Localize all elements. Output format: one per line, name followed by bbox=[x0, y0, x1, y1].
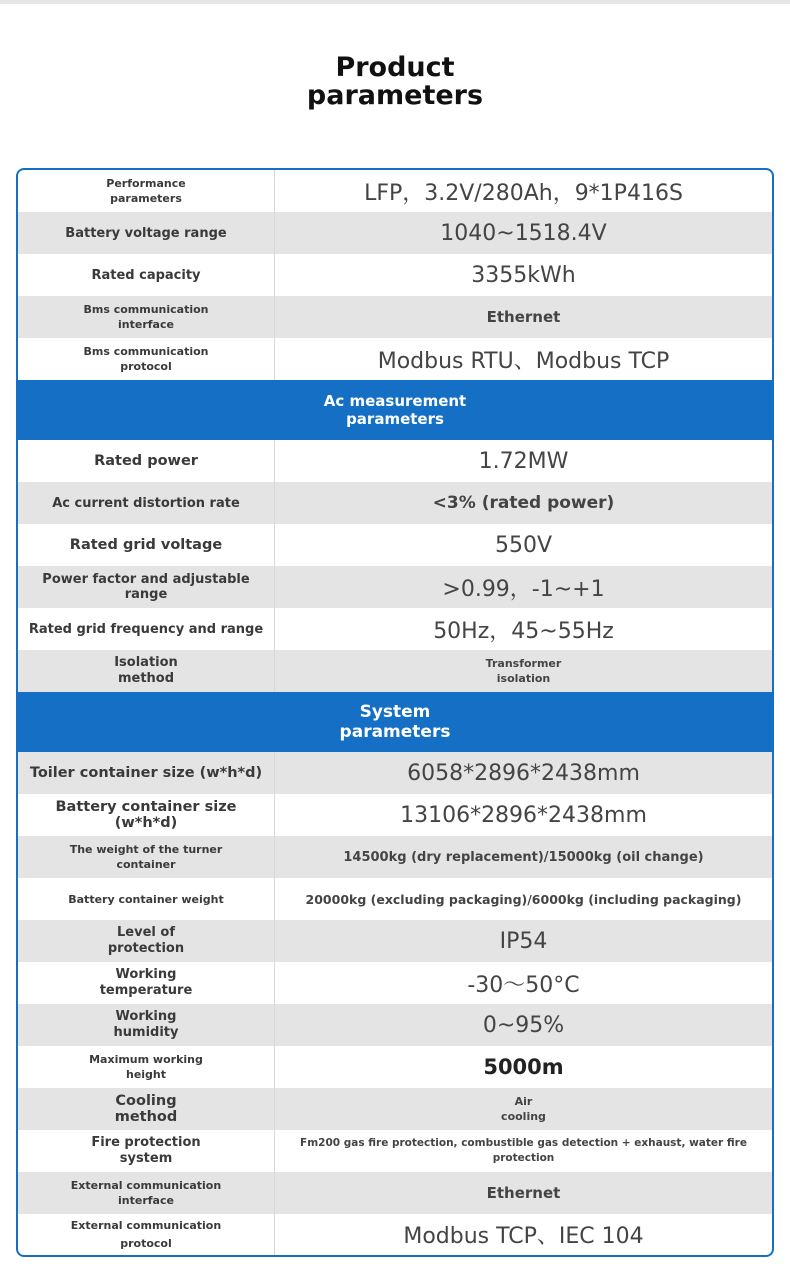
row-label: Bms communication interface bbox=[18, 296, 275, 338]
table-row bbox=[18, 962, 772, 1004]
row-value: 0~95% bbox=[482, 1012, 565, 1038]
row-value: 5000m bbox=[483, 1055, 564, 1079]
row-label: Working temperature bbox=[18, 962, 275, 1004]
row-label: Rated grid voltage bbox=[18, 524, 275, 566]
table-row bbox=[18, 212, 772, 254]
row-value: Transformer isolation bbox=[485, 657, 562, 685]
table-row bbox=[18, 338, 772, 380]
table-row bbox=[18, 440, 772, 482]
row-label: The weight of the turner container bbox=[18, 836, 275, 878]
table-row bbox=[18, 608, 772, 650]
table-row bbox=[18, 836, 772, 878]
section-header-system: System parameters bbox=[18, 692, 772, 752]
row-label: Bms communication protocol bbox=[18, 338, 275, 380]
page-title: Product parameters bbox=[306, 52, 484, 111]
row-value: Air cooling bbox=[501, 1095, 546, 1123]
row-value: Ethernet bbox=[486, 1184, 561, 1202]
row-value: <3% (rated power) bbox=[432, 493, 615, 513]
row-value: 6058*2896*2438mm bbox=[407, 760, 640, 786]
row-label: Level of protection bbox=[18, 920, 275, 962]
row-value: 14500kg (dry replacement)/15000kg (oil change) bbox=[343, 849, 704, 865]
row-label: Power factor and adjustable range bbox=[18, 566, 275, 608]
row-label: Cooling method bbox=[18, 1088, 275, 1130]
row-label: Battery container size (w*h*d) bbox=[18, 794, 275, 836]
parameters-table bbox=[16, 168, 774, 1257]
row-value: 20000kg (excluding packaging)/6000kg (including packaging) bbox=[305, 891, 742, 907]
table-row bbox=[18, 566, 772, 608]
table-row bbox=[18, 1214, 772, 1255]
table-row bbox=[18, 1172, 772, 1214]
row-label: Ac current distortion rate bbox=[18, 482, 275, 524]
row-value: IP54 bbox=[499, 928, 548, 954]
table-row bbox=[18, 1046, 772, 1088]
row-value: 3355kWh bbox=[471, 262, 576, 288]
table-row bbox=[18, 170, 772, 212]
table-row bbox=[18, 524, 772, 566]
row-value: 1040~1518.4V bbox=[440, 220, 607, 246]
table-row bbox=[18, 1004, 772, 1046]
row-value: Fm200 gas fire protection, combustible gas detection + exhaust, water fire protection bbox=[300, 1137, 747, 1164]
row-label: Rated power bbox=[18, 440, 275, 482]
row-label: Battery container weight bbox=[18, 878, 275, 920]
row-label: Isolation method bbox=[18, 650, 275, 692]
table-row bbox=[18, 254, 772, 296]
table-row bbox=[18, 482, 772, 524]
row-value: 550V bbox=[494, 532, 553, 558]
top-divider bbox=[0, 0, 790, 4]
row-value: 50Hz，45~55Hz bbox=[433, 618, 614, 644]
table-row bbox=[18, 650, 772, 692]
table-row bbox=[18, 878, 772, 920]
table-row bbox=[18, 794, 772, 836]
row-value: Modbus TCP、IEC 104 bbox=[403, 1224, 644, 1249]
row-label: Rated grid frequency and range bbox=[18, 608, 275, 650]
row-value: 13106*2896*2438mm bbox=[400, 802, 647, 828]
table-row bbox=[18, 1130, 772, 1172]
table-row bbox=[18, 1088, 772, 1130]
row-label: Maximum working height bbox=[18, 1046, 275, 1088]
row-label: Battery voltage range bbox=[18, 212, 275, 254]
row-label: Performance parameters bbox=[18, 170, 275, 212]
row-value: -30～50°C bbox=[467, 972, 580, 998]
row-label: Toiler container size (w*h*d) bbox=[18, 752, 275, 794]
table-row bbox=[18, 752, 772, 794]
row-label: External communication interface bbox=[18, 1172, 275, 1214]
row-label: Working humidity bbox=[18, 1004, 275, 1046]
row-value: LFP，3.2V/280Ah，9*1P416S bbox=[364, 180, 683, 206]
table-row bbox=[18, 296, 772, 338]
row-value: 1.72MW bbox=[478, 448, 569, 474]
row-value: Ethernet bbox=[486, 308, 561, 326]
row-label: External communication protocol bbox=[18, 1214, 275, 1255]
row-label: Fire protection system bbox=[18, 1130, 275, 1172]
table-row bbox=[18, 920, 772, 962]
row-value: Modbus RTU、Modbus TCP bbox=[377, 348, 670, 374]
section-header-ac: Ac measurement parameters bbox=[18, 380, 772, 440]
row-value: >0.99，-1~+1 bbox=[442, 576, 605, 602]
row-label: Rated capacity bbox=[18, 254, 275, 296]
